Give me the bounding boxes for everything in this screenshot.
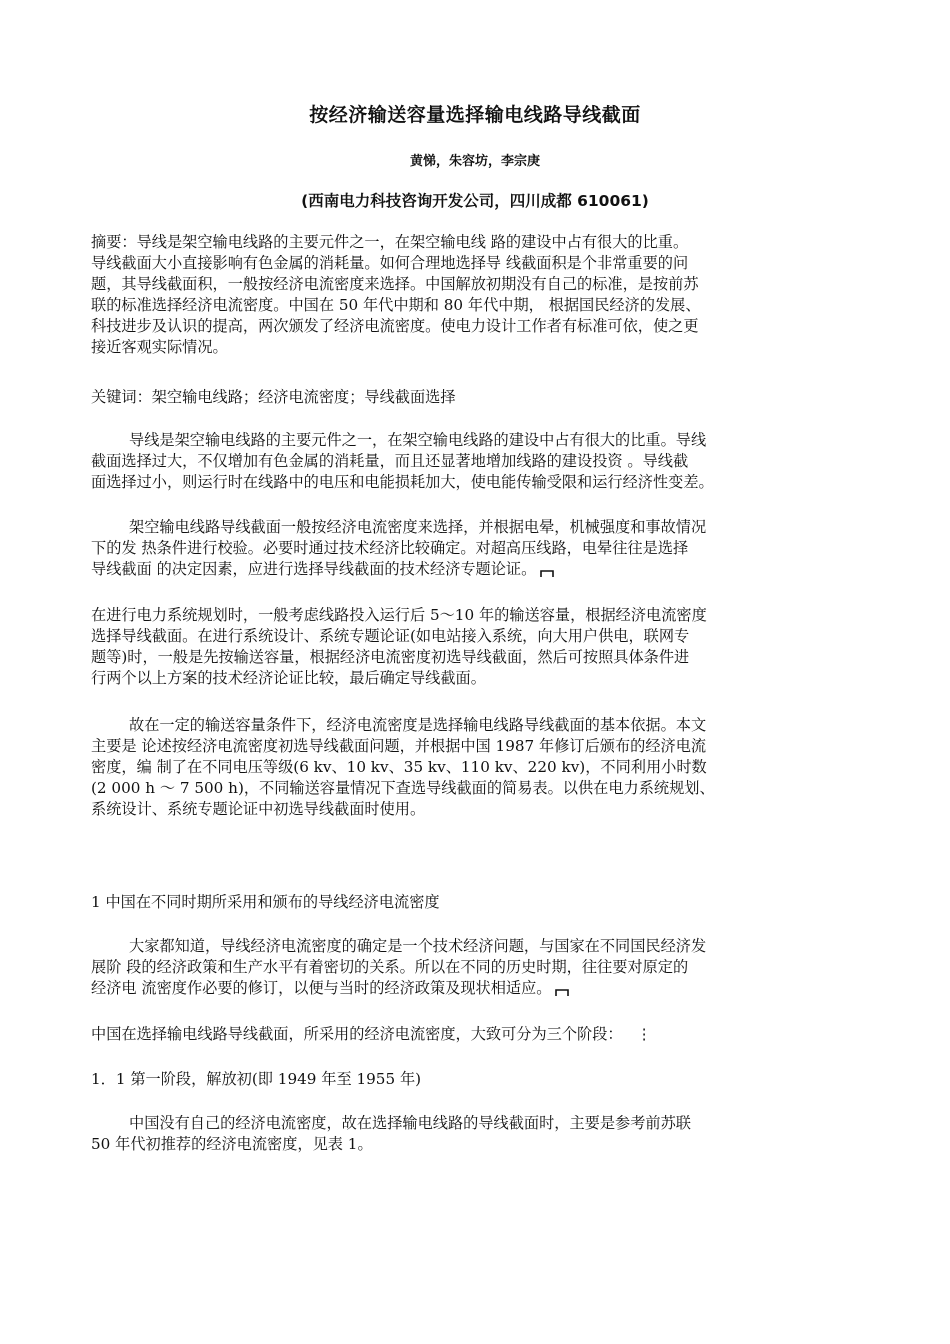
- paragraph-line: 导线截面 的决定因素，应进行选择导线截面的技术经济专题论证。: [91, 560, 537, 578]
- paragraph-1: [91, 430, 869, 493]
- footnote-bracket-icon: [555, 988, 569, 997]
- paragraph-line: 展阶 段的经济政策和生产水平有着密切的关系。所以在不同的历史时期，往往要对原定的: [91, 958, 689, 976]
- paragraph-line: 导线是架空输电线路的主要元件之一，在架空输电线路的建设中占有很大的比重。导线: [129, 431, 707, 449]
- paragraph-line: 中国没有自己的经济电流密度，故在选择输电线路的导线截面时，主要是参考前苏联: [129, 1114, 691, 1132]
- paragraph-line-with-mark: [91, 978, 869, 999]
- affiliation: (西南电力科技咨询开发公司，四川成都 610061): [301, 192, 649, 210]
- section-heading: 1 中国在不同时期所采用和颁布的导线经济电流密度: [91, 893, 440, 911]
- paragraph-suffix: ⋮: [636, 1025, 652, 1043]
- paragraph-6: [91, 1024, 869, 1045]
- abstract-line: 摘要：导线是架空输电线路的主要元件之一，在架空输电线 路的建设中占有很大的比重。: [91, 233, 689, 251]
- paragraph-line: 下的发 热条件进行校验。必要时通过技术经济比较确定。对超高压线路，电晕往往是选择: [91, 539, 689, 557]
- paragraph-line: 中国在选择输电线路导线截面，所采用的经济电流密度，大致可分为三个阶段：: [91, 1025, 623, 1043]
- section-heading: 1．1 第一阶段，解放初(即 1949 年至 1955 年): [91, 1070, 422, 1088]
- paragraph-line: 架空输电线路导线截面一般按经济电流密度来选择，并根据电晕，机械强度和事故情况: [129, 518, 707, 536]
- footnote-bracket-icon: [540, 569, 554, 578]
- paragraph-line: 截面选择过大，不仅增加有色金属的消耗量，而且还显著地增加线路的建设投资 。导线截: [91, 452, 689, 470]
- paragraph-line-with-suffix: [91, 1024, 869, 1045]
- paragraph-line: 故在一定的输送容量条件下，经济电流密度是选择输电线路导线截面的基本依据。本文: [129, 716, 707, 734]
- paragraph-4: [91, 715, 869, 820]
- paragraph-line: 题等)时，一般是先按输送容量，根据经济电流密度初选导线截面，然后可按照具体条件进: [91, 648, 690, 666]
- paragraph-line: 系统设计、系统专题论证中初选导线截面时使用。: [91, 800, 426, 818]
- paragraph-line: 50 年代初推荐的经济电流密度，见表 1。: [91, 1135, 373, 1153]
- keywords-line: 关键词：架空输电线路；经济电流密度；导线截面选择: [91, 388, 456, 406]
- author-list: 黄悌，朱容坊，李宗庚: [409, 154, 540, 169]
- paragraph-line: 大家都知道，导线经济电流密度的确定是一个技术经济问题，与国家在不同国民经济发: [129, 937, 707, 955]
- abstract-line: 联的标准选择经济电流密度。中国在 50 年代中期和 80 年代中期， 根据国民经济的发展、: [91, 296, 701, 314]
- abstract-line: 题，其导线截面积，一般按经济电流密度来选择。中国解放初期没有自己的标准，是按前苏: [91, 275, 699, 293]
- paragraph-line: 主要是 论述按经济电流密度初选导线截面问题，并根据中国 1987 年修订后颁布的经济电流: [91, 737, 707, 755]
- abstract: [91, 232, 869, 358]
- section-1-heading: [91, 892, 869, 913]
- paragraph-line: 经济电 流密度作必要的修订，以便与当时的经济政策及现状相适应。: [91, 979, 552, 997]
- paragraph-line: 密度，编 制了在不同电压等级(6 kv、10 kv、35 kv、110 kv、220 kv)，不同利用小时数: [91, 758, 707, 776]
- paragraph-2: [91, 517, 869, 580]
- paragraph-line: (2 000 h ～ 7 500 h)，不同输送容量情况下查选导线截面的简易表。以供在电力系统规划、: [91, 779, 715, 797]
- paragraph-line: 在进行电力系统规划时，一般考虑线路投入运行后 5～10 年的输送容量，根据经济电流密度: [91, 606, 707, 624]
- paper-title: 按经济输送容量选择输电线路导线截面: [309, 104, 641, 126]
- paragraph-line: 行两个以上方案的技术经济论证比较，最后确定导线截面。: [91, 669, 486, 687]
- paragraph-line-with-mark: [91, 559, 869, 580]
- paragraph-line: 选择导线截面。在进行系统设计、系统专题论证(如电站接入系统，向大用户供电，联网专: [91, 627, 690, 645]
- abstract-line: 导线截面大小直接影响有色金属的消耗量。如何合理地选择导 线截面积是个非常重要的问: [91, 254, 689, 272]
- paragraph-7: [91, 1113, 869, 1155]
- paragraph-5: [91, 936, 869, 999]
- abstract-line: 接近客观实际情况。: [91, 338, 228, 356]
- keywords: [91, 387, 869, 408]
- paragraph-line: 面选择过小，则运行时在线路中的电压和电能损耗加大，使电能传输受限和运行经济性变差。: [91, 473, 714, 491]
- abstract-line: 科技进步及认识的提高，两次颁发了经济电流密度。使电力设计工作者有标准可依，使之更: [91, 317, 699, 335]
- paragraph-3: [91, 605, 869, 689]
- section-1-1-heading: [91, 1069, 869, 1090]
